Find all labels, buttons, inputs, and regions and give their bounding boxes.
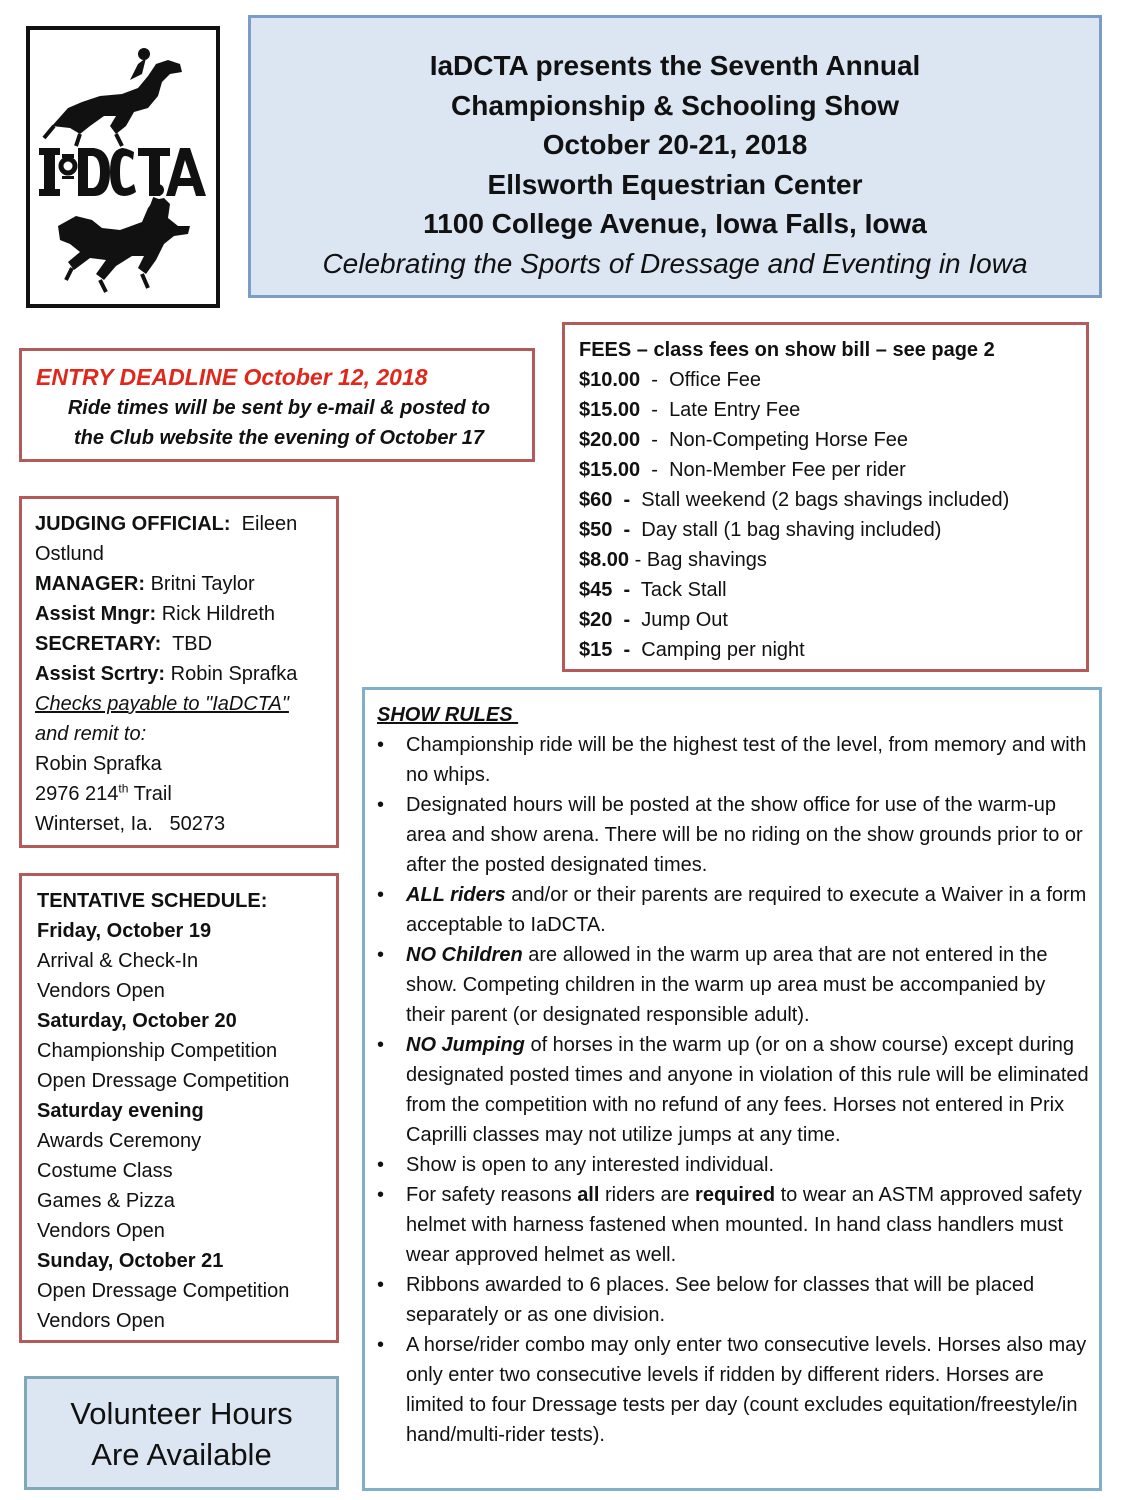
- rule-text: of horses in the warm up (or on a show course) except during designated posted times and anyone in violation of this rule will be eliminated from the competition with no refund of any fees. Horses not entered in Prix Caprilli classes may not utilize jumps at any time.: [406, 1034, 1089, 1146]
- fee-description: Camping per night: [641, 639, 805, 661]
- remit-street: [35, 779, 326, 809]
- fee-separator: [630, 639, 641, 661]
- bullet-icon: •: [377, 944, 385, 966]
- rule-text: Show is open to any interested individual.: [406, 1154, 775, 1176]
- entry-deadline-box: [19, 348, 535, 462]
- rule-item: [377, 880, 1089, 940]
- judge-line: [35, 509, 326, 569]
- volunteer-line-1: Volunteer Hours: [70, 1396, 293, 1431]
- rule-item: [377, 1030, 1089, 1150]
- schedule-item: Open Dressage Competition: [37, 1070, 290, 1092]
- schedule-item: Arrival & Check-In: [37, 950, 199, 972]
- fee-row: [579, 515, 1078, 545]
- header-show-name: Championship & Schooling Show: [451, 89, 899, 121]
- schedule-item: Awards Ceremony: [37, 1130, 202, 1152]
- rule-item: [377, 1330, 1089, 1450]
- fee-separator: -: [640, 429, 670, 451]
- fee-separator: [630, 609, 641, 631]
- schedule-item: Costume Class: [37, 1160, 173, 1182]
- show-rules-list: [377, 730, 1089, 1450]
- fee-amount: $60 -: [579, 489, 631, 511]
- show-header: [248, 15, 1102, 298]
- fee-amount: $15.00: [579, 459, 641, 481]
- fee-separator: -: [640, 399, 670, 421]
- checks-payable: Checks payable to "IaDCTA": [35, 693, 289, 715]
- manager-label: MANAGER:: [35, 573, 145, 595]
- bullet-icon: •: [377, 794, 385, 816]
- fee-description: Day stall (1 bag shaving included): [641, 519, 942, 541]
- assist-manager-label: Assist Mngr:: [35, 603, 157, 625]
- assist-secretary-label: Assist Scrtry:: [35, 663, 166, 685]
- fee-separator: [630, 579, 641, 601]
- fee-amount: $15.00: [579, 399, 641, 421]
- rule-item: [377, 1180, 1089, 1270]
- rule-text: ALL riders: [406, 884, 506, 906]
- fee-separator: -: [629, 549, 647, 571]
- remit-city: Winterset, Ia. 50273: [35, 813, 226, 835]
- fee-amount: $15 -: [579, 639, 631, 661]
- schedule-day-heading: Friday, October 19: [37, 920, 212, 942]
- street-name: Trail: [128, 783, 172, 805]
- rule-text: all: [577, 1184, 600, 1206]
- bullet-icon: •: [377, 884, 385, 906]
- fee-separator: [630, 489, 641, 511]
- fee-description: Bag shavings: [646, 549, 767, 571]
- bullet-icon: •: [377, 1184, 385, 1206]
- logo-graphic: [30, 30, 216, 304]
- tentative-schedule-box: [19, 873, 339, 1343]
- secretary-label: SECRETARY:: [35, 633, 162, 655]
- bullet-icon: •: [377, 1334, 385, 1356]
- assist-secretary-line: [35, 659, 326, 689]
- street-number: 2976 214: [35, 783, 119, 805]
- rule-text: Ribbons awarded to 6 places. See below for classes that will be placed separately or as one division.: [406, 1274, 1035, 1326]
- schedule-item: Championship Competition: [37, 1040, 278, 1062]
- fee-row: [579, 365, 1078, 395]
- fee-description: Stall weekend (2 bags shavings included): [641, 489, 1010, 511]
- rule-item: [377, 790, 1089, 880]
- volunteer-line-2: Are Available: [91, 1437, 272, 1472]
- secretary-name: TBD: [172, 633, 213, 655]
- bullet-icon: •: [377, 1154, 385, 1176]
- entry-deadline-title: ENTRY DEADLINE October 12, 2018: [36, 364, 428, 390]
- manager-line: [35, 569, 326, 599]
- bullet-icon: •: [377, 1274, 385, 1296]
- fee-amount: $45 -: [579, 579, 631, 601]
- rule-item: [377, 1150, 1089, 1180]
- rule-text: NO Children: [406, 944, 523, 966]
- rule-text: are allowed in the warm up area that are not entered in the show. Competing children in the warm up area must be accompanied by their parent (or designated responsible adult).: [406, 944, 1048, 1026]
- street-ordinal: th: [118, 781, 129, 796]
- judge-label: JUDGING OFFICIAL:: [35, 513, 231, 535]
- header-presenter: IaDCTA presents the Seventh Annual: [429, 50, 921, 81]
- judge-name: Eileen Ostlund: [35, 513, 298, 565]
- fee-amount: $8.00: [579, 549, 630, 571]
- fee-amount: $20 -: [579, 609, 631, 631]
- schedule-item: Vendors Open: [37, 980, 165, 1002]
- rule-text: A horse/rider combo may only enter two consecutive levels. Horses also may only enter two consecutive levels if ridden by different riders. Horses are limited to four Dressage tests per day (count excludes equitation/freestyle/in hand/multi-rider tests).: [406, 1334, 1087, 1446]
- schedule-day: [37, 1006, 328, 1096]
- fee-row: [579, 605, 1078, 635]
- fee-description: Tack Stall: [640, 579, 727, 601]
- rule-item: [377, 1270, 1089, 1330]
- header-address: 1100 College Avenue, Iowa Falls, Iowa: [423, 208, 927, 239]
- schedule-day-heading: Saturday, October 20: [37, 1010, 237, 1032]
- fee-description: Non-Competing Horse Fee: [669, 429, 909, 451]
- rule-text: required: [695, 1184, 776, 1206]
- horse-rider-jumping-icon: [44, 48, 182, 146]
- fee-amount: $20.00: [579, 429, 641, 451]
- fee-separator: -: [640, 459, 670, 481]
- header-tagline: Celebrating the Sports of Dressage and Eventing in Iowa: [322, 247, 1028, 279]
- rule-text: NO Jumping: [406, 1034, 525, 1056]
- header-venue: Ellsworth Equestrian Center: [487, 168, 863, 200]
- assist-manager-name: Rick Hildreth: [161, 603, 276, 625]
- fees-list: [579, 365, 1078, 665]
- schedule-item: Vendors Open: [37, 1220, 165, 1242]
- bullet-icon: •: [377, 734, 385, 756]
- rule-text: Designated hours will be posted at the show office for use of the warm-up area and show arena. There will be no riding on the show grounds prior to or after the posted designated times.: [406, 794, 1083, 876]
- schedule-day: [37, 1096, 328, 1246]
- show-rules-box: [362, 687, 1102, 1491]
- volunteer-callout: [24, 1376, 339, 1490]
- remit-to: and remit to:: [35, 723, 147, 745]
- show-rules-title: SHOW RULES: [377, 704, 519, 726]
- officials-box: [19, 496, 339, 848]
- fees-title: FEES – class fees on show bill – see page 2: [579, 339, 995, 361]
- fee-description: Late Entry Fee: [669, 399, 801, 421]
- rule-text: and/or or their parents are required to execute a Waiver in a form acceptable to IaDCTA.: [406, 884, 1087, 936]
- fee-description: Non-Member Fee per rider: [669, 459, 906, 481]
- fee-row: [579, 635, 1078, 665]
- schedule-item: Open Dressage Competition: [37, 1280, 290, 1302]
- fee-amount: $10.00: [579, 369, 641, 391]
- bullet-icon: •: [377, 1034, 385, 1056]
- rule-item: [377, 730, 1089, 790]
- rule-text: For safety reasons: [406, 1184, 578, 1206]
- fee-separator: -: [640, 369, 670, 391]
- fees-box: [562, 322, 1089, 672]
- schedule-title: TENTATIVE SCHEDULE:: [37, 890, 268, 912]
- fee-description: Office Fee: [669, 369, 761, 391]
- fee-row: [579, 545, 1078, 575]
- entry-deadline-note-1: Ride times will be sent by e-mail & posted to: [67, 397, 491, 419]
- remit-name: Robin Sprafka: [35, 753, 162, 775]
- fee-description: Jump Out: [641, 609, 728, 631]
- fee-row: [579, 395, 1078, 425]
- fee-row: [579, 485, 1078, 515]
- schedule-day: [37, 916, 328, 1006]
- schedule-item: Vendors Open: [37, 1310, 165, 1332]
- entry-deadline-note-2: the Club website the evening of October 17: [73, 427, 485, 449]
- rule-text: Championship ride will be the highest test of the level, from memory and with no whips.: [406, 734, 1087, 786]
- horse-rider-dressage-icon: [58, 184, 190, 292]
- secretary-line: [35, 629, 326, 659]
- assist-secretary-name: Robin Sprafka: [170, 663, 298, 685]
- fee-row: [579, 425, 1078, 455]
- rule-text: to wear an ASTM approved safety helmet with harness fastened when mounted. In hand class handlers must wear approved helmet as well.: [406, 1184, 1082, 1266]
- schedule-day: [37, 1246, 328, 1336]
- schedule-day-heading: Sunday, October 21: [37, 1250, 224, 1272]
- rule-text: riders are: [599, 1184, 696, 1206]
- logo-wordmark: [39, 148, 206, 196]
- club-logo: [26, 26, 220, 308]
- assist-manager-line: [35, 599, 326, 629]
- fee-amount: $50 -: [579, 519, 631, 541]
- header-dates: October 20-21, 2018: [542, 129, 808, 160]
- fee-separator: [630, 519, 641, 541]
- manager-name: Britni Taylor: [150, 573, 255, 595]
- rule-item: [377, 940, 1089, 1030]
- schedule-item: Games & Pizza: [37, 1190, 175, 1212]
- fee-row: [579, 455, 1078, 485]
- schedule-day-heading: Saturday evening: [37, 1100, 204, 1122]
- fee-row: [579, 575, 1078, 605]
